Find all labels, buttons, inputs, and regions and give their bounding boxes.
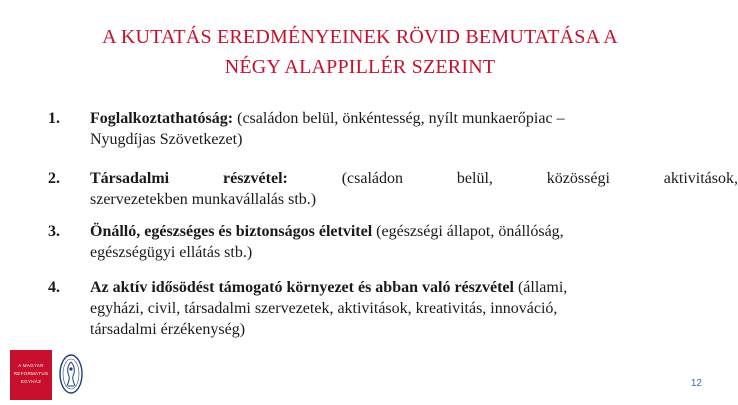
item-number: 2.	[48, 170, 60, 187]
item-heading-word: részvétel:	[223, 170, 288, 187]
item-first-line	[90, 168, 738, 189]
page-number: 12	[690, 378, 702, 389]
item-continuation: szervezetekben munkavállalás stb.)	[90, 191, 317, 208]
item-number: 4.	[48, 279, 60, 296]
church-logo	[10, 350, 52, 400]
logo-text-line: REFORMÁTUS	[13, 371, 49, 376]
item-continuation: társadalmi érzékenység)	[90, 321, 246, 338]
item-word: (családon	[341, 170, 404, 187]
list-item	[48, 221, 738, 263]
item-heading-word: Társadalmi	[90, 170, 170, 187]
item-word: belül,	[456, 170, 493, 187]
seal-icon	[58, 352, 84, 396]
list-item	[48, 277, 738, 340]
item-heading: Foglalkoztathatóság:	[90, 110, 234, 127]
item-heading: Önálló, egészséges és biztonságos életvitel	[90, 223, 373, 240]
logo-text-line: EGYHÁZ	[20, 379, 42, 384]
item-continuation: egyházi, civil, társadalmi szervezetek, aktivitások, kreativitás, innováció,	[90, 300, 558, 317]
item-number: 3.	[48, 223, 60, 240]
item-word: közösségi	[546, 170, 610, 187]
item-continuation: Nyugdíjas Szövetkezet)	[90, 131, 243, 148]
slide-title-line-2: NÉGY ALAPPILLÉR SZERINT	[224, 56, 496, 78]
item-continuation: egészségügyi ellátás stb.)	[90, 244, 253, 261]
list-item	[48, 168, 738, 210]
item-text: (állami,	[513, 279, 568, 296]
item-text: (egészségi állapot, önállóság,	[372, 223, 564, 240]
list-item	[48, 108, 738, 150]
logo-text-line: A MAGYAR	[18, 363, 44, 368]
slide-title-line-1: A KUTATÁS EREDMÉNYEINEK RÖVID BEMUTATÁSA A	[102, 26, 618, 48]
item-word: aktivitások,	[663, 170, 738, 187]
item-heading: Az aktív idősödést támogató környezet és abban való részvétel	[90, 279, 514, 296]
item-number: 1.	[48, 110, 60, 127]
item-text: (családon belül, önkéntesség, nyílt munkaerőpiac –	[233, 110, 565, 127]
slide-title	[30, 22, 690, 82]
